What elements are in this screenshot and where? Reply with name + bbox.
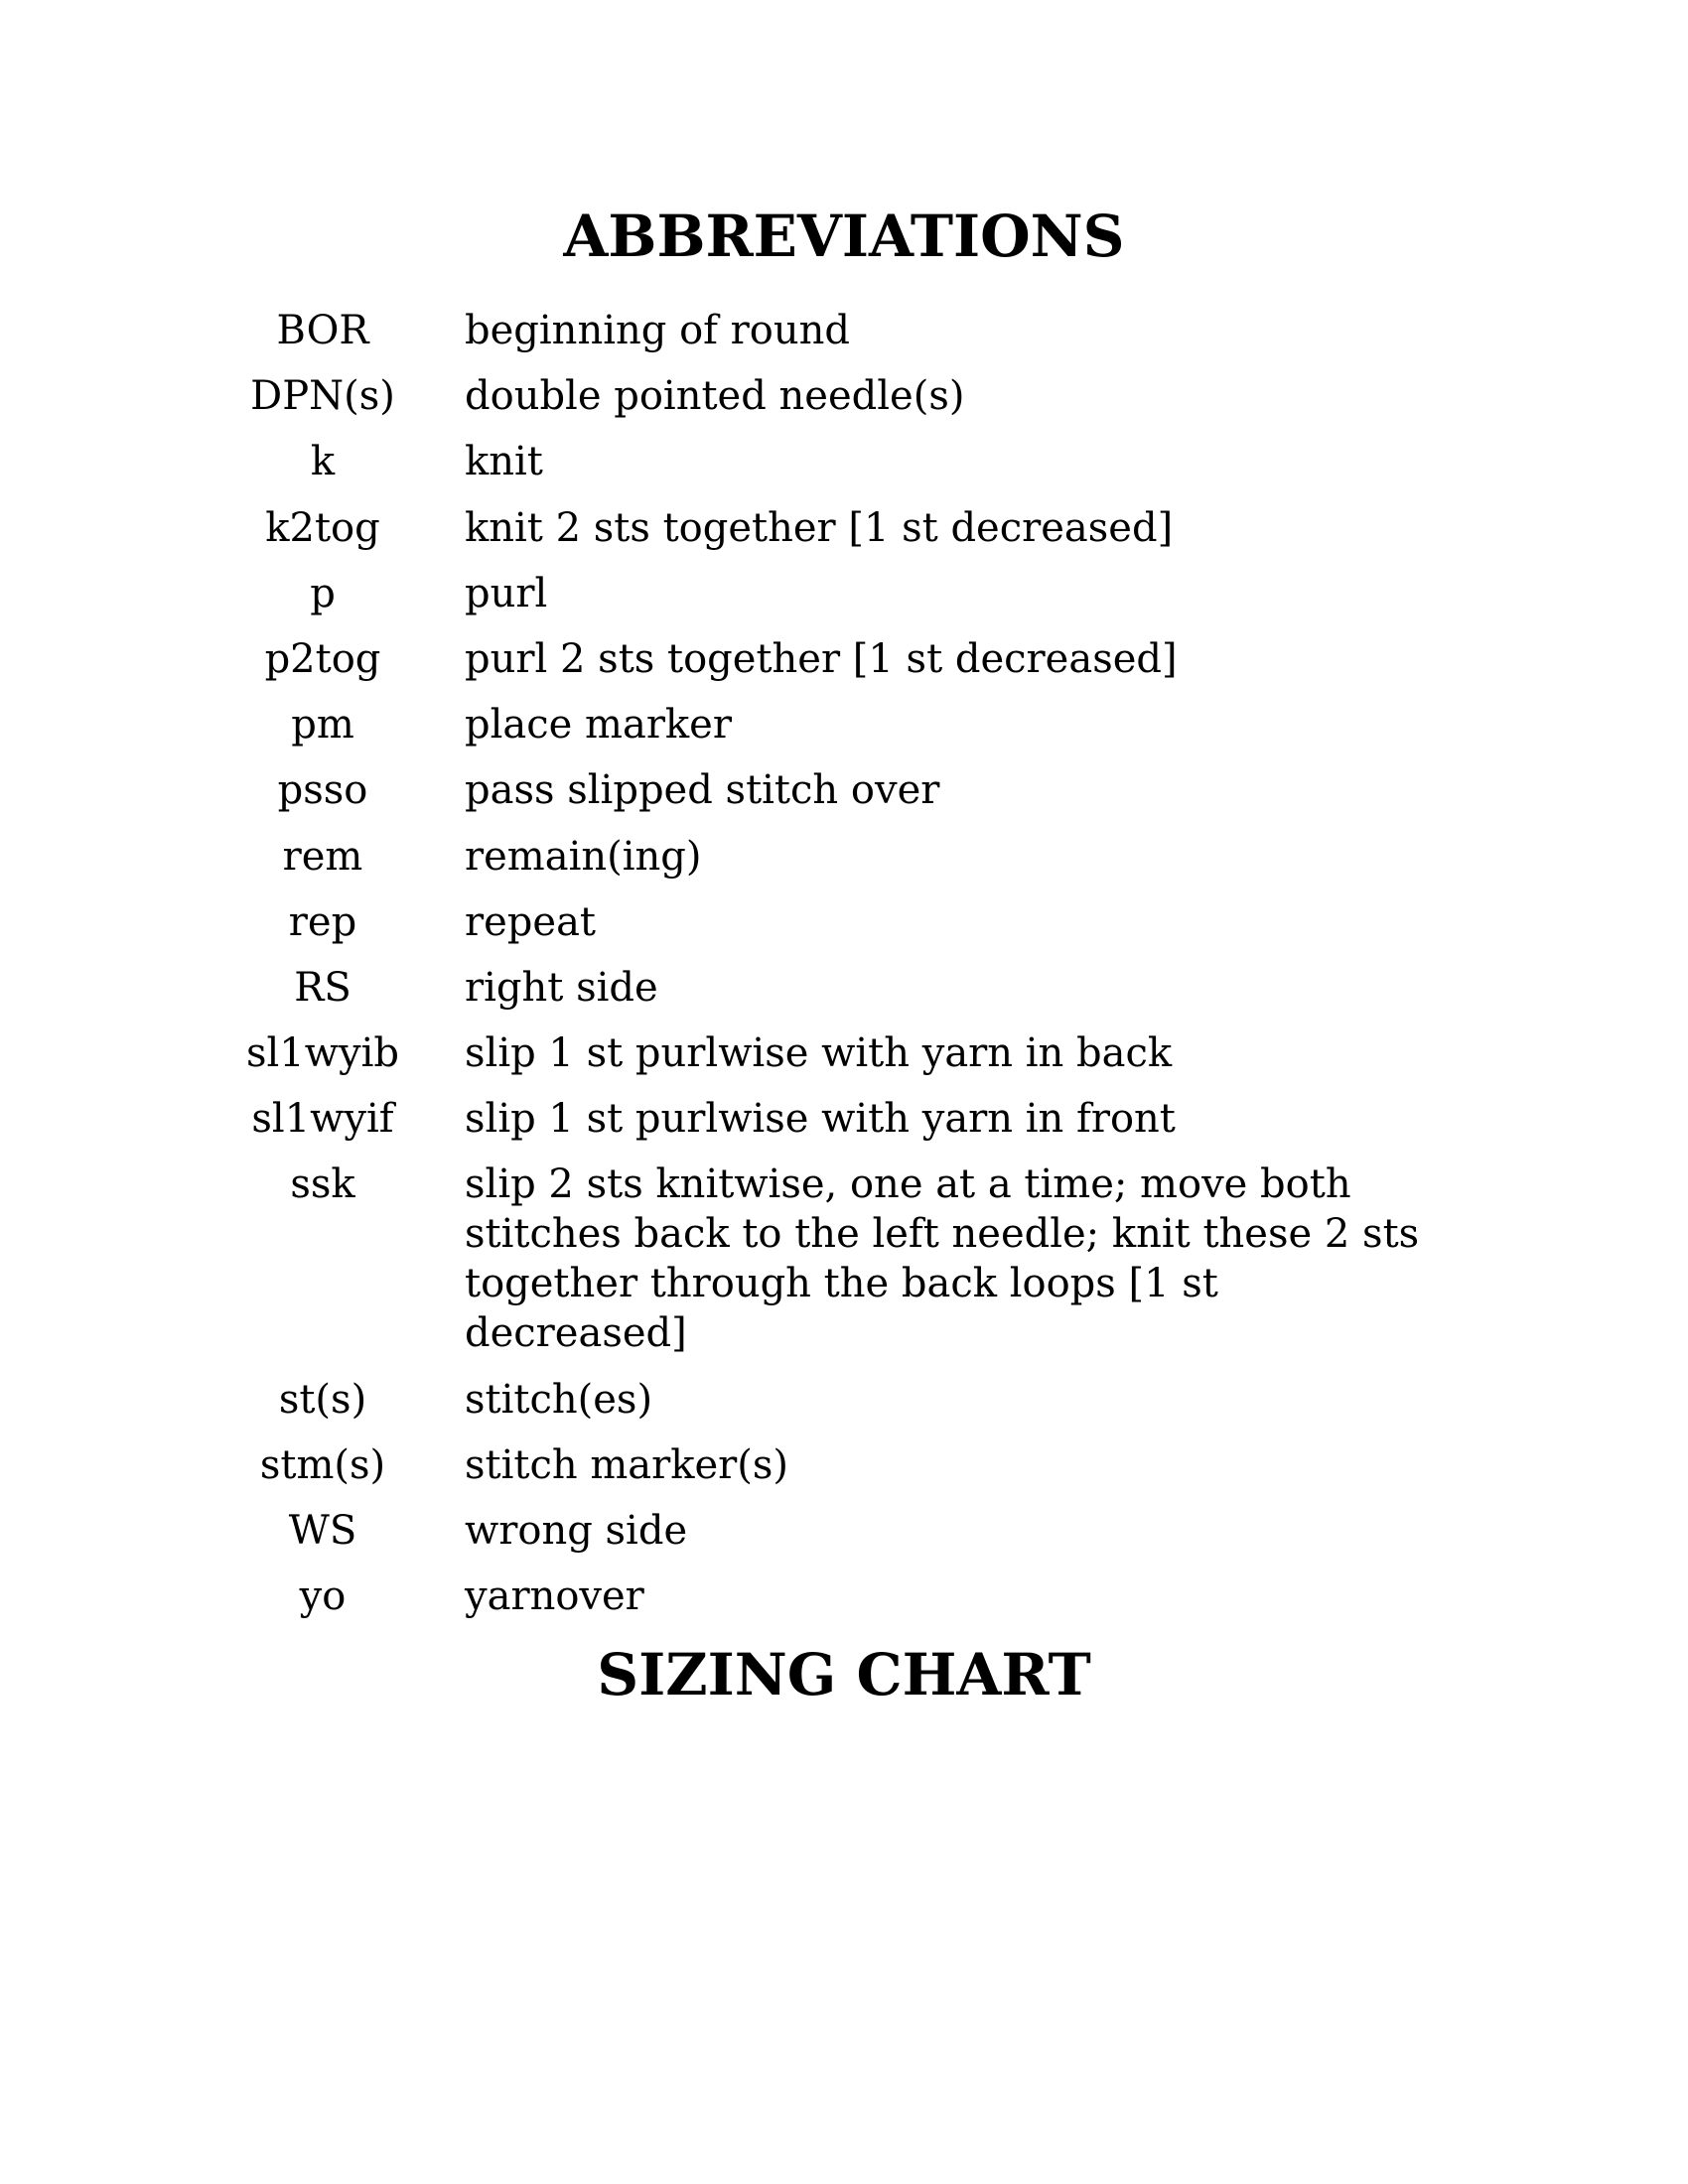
abbreviation-definition: repeat: [465, 898, 596, 945]
abbreviation-row: [0, 832, 1688, 882]
abbreviation-row: [0, 1571, 1688, 1621]
abbreviation-row: [0, 306, 1688, 355]
abbreviation-row: [0, 634, 1688, 684]
abbreviations-list: [0, 306, 1688, 1637]
abbreviation-definition: place marker: [465, 702, 732, 749]
abbreviation-row: [0, 963, 1688, 1013]
abbreviation-row: [0, 371, 1688, 421]
abbreviation-term: DPN(s): [250, 373, 395, 420]
abbreviation-definition: stitch(es): [465, 1376, 653, 1423]
abbreviation-term: sl1wyif: [251, 1096, 394, 1143]
abbreviations-heading: ABBREVIATIONS: [563, 203, 1125, 270]
abbreviation-row: [0, 569, 1688, 618]
abbreviation-term: yo: [299, 1573, 347, 1620]
abbreviation-row: [0, 437, 1688, 486]
abbreviation-definition: remain(ing): [465, 833, 702, 880]
abbreviation-term: k: [310, 439, 336, 485]
abbreviation-definition: stitch marker(s): [465, 1441, 789, 1488]
abbreviation-term: k2tog: [265, 504, 380, 551]
abbreviation-term: BOR: [276, 308, 369, 353]
abbreviation-definition: purl: [465, 570, 548, 616]
abbreviation-row: [0, 1028, 1688, 1078]
abbreviation-term: stm(s): [259, 1441, 386, 1488]
abbreviation-row: [0, 897, 1688, 947]
abbreviation-definition: knit: [465, 439, 543, 485]
abbreviation-term: WS: [288, 1508, 357, 1554]
abbreviation-definition: pass slipped stitch over: [465, 767, 940, 814]
abbreviation-definition: slip 2 sts knitwise, one at a time; move both stitches back to the left needle; knit these 2 sts together through the back loops [1 st decreased]: [465, 1161, 1420, 1357]
abbreviation-row: [0, 1160, 1688, 1358]
abbreviation-row: [0, 1440, 1688, 1490]
abbreviation-definition: right side: [465, 964, 658, 1011]
abbreviation-term: rep: [288, 898, 357, 945]
abbreviation-definition: slip 1 st purlwise with yarn in front: [465, 1096, 1176, 1143]
sizing-chart-heading: SIZING CHART: [597, 1641, 1091, 1708]
abbreviation-definition: beginning of round: [465, 308, 851, 353]
abbreviation-term: st(s): [278, 1376, 367, 1423]
abbreviation-term: psso: [277, 767, 368, 814]
abbreviation-term: RS: [294, 964, 352, 1011]
abbreviation-row: [0, 1094, 1688, 1144]
abbreviation-term: ssk: [290, 1161, 355, 1208]
abbreviation-definition: knit 2 sts together [1 st decreased]: [465, 504, 1174, 551]
abbreviation-term: p2tog: [264, 635, 381, 682]
abbreviation-row: [0, 1375, 1688, 1425]
abbreviation-term: rem: [282, 833, 363, 880]
abbreviation-term: pm: [291, 702, 354, 749]
abbreviation-definition: double pointed needle(s): [465, 373, 965, 420]
abbreviation-term: sl1wyib: [245, 1030, 399, 1077]
abbreviation-row: [0, 503, 1688, 553]
abbreviation-row: [0, 700, 1688, 750]
abbreviation-definition: wrong side: [465, 1508, 688, 1554]
abbreviation-definition: purl 2 sts together [1 st decreased]: [465, 635, 1178, 682]
abbreviation-definition: slip 1 st purlwise with yarn in back: [465, 1030, 1173, 1077]
abbreviation-row: [0, 1506, 1688, 1556]
abbreviation-row: [0, 765, 1688, 815]
abbreviation-term: p: [310, 570, 336, 616]
abbreviation-definition: yarnover: [465, 1573, 644, 1620]
